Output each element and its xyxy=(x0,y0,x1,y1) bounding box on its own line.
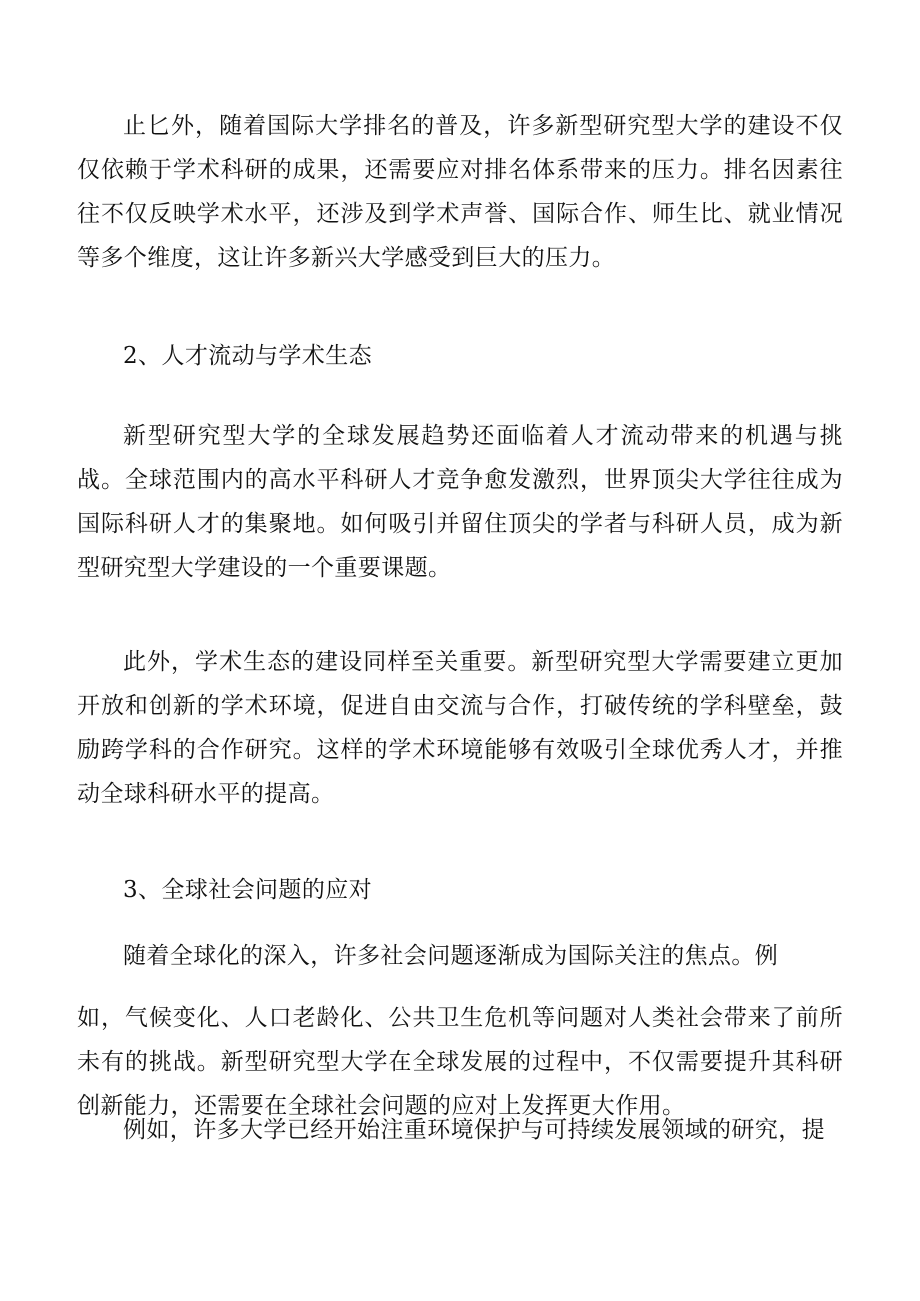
paragraph-ranking-pressure: 止匕外，随着国际大学排名的普及，许多新型研究型大学的建设不仅仅依赖于学术科研的成果，还需要应对排名体系带来的压力。排名因素往往不仅反映学术水平，还涉及到学术声誉、国际合作、师生比、就业情况等多个维度，这让许多新兴大学感受到巨大的压力。 xyxy=(77,113,843,271)
paragraph-global-issues-continued: 如，气候变化、人口老龄化、公共卫生危机等问题对人类社会带来了前所未有的挑战。新型研究型大学在全球发展的过程中，不仅需要提升其科研创新能力，还需要在全球社会问题的应对上发挥更大作用。 xyxy=(77,1005,843,1119)
paragraph-talent-competition: 新型研究型大学的全球发展趋势还面临着人才流动带来的机遇与挑战。全球范围内的高水平科研人才竞争愈发激烈，世界顶尖大学往往成为国际科研人才的集聚地。如何吸引并留住顶尖的学者与科研人员，成为新型研究型大学建设的一个重要课题。 xyxy=(77,423,843,581)
section-heading-global-issues: 3、全球社会问题的应对 xyxy=(123,877,373,903)
section-heading-talent-flow: 2、人才流动与学术生态 xyxy=(123,343,373,369)
paragraph-environmental-research: 例如，许多大学已经开始注重环境保护与可持续发展领域的研究，提 xyxy=(123,1117,825,1143)
paragraph-academic-ecosystem: 此外，学术生态的建设同样至关重要。新型研究型大学需要建立更加开放和创新的学术环境，促进自由交流与合作，打破传统的学科壁垒，鼓励跨学科的合作研究。这样的学术环境能够有效吸引全球优秀人才，并推动全球科研水平的提高。 xyxy=(77,649,843,807)
paragraph-global-issues-first-line: 随着全球化的深入，许多社会问题逐渐成为国际关注的焦点。例 xyxy=(123,943,779,969)
